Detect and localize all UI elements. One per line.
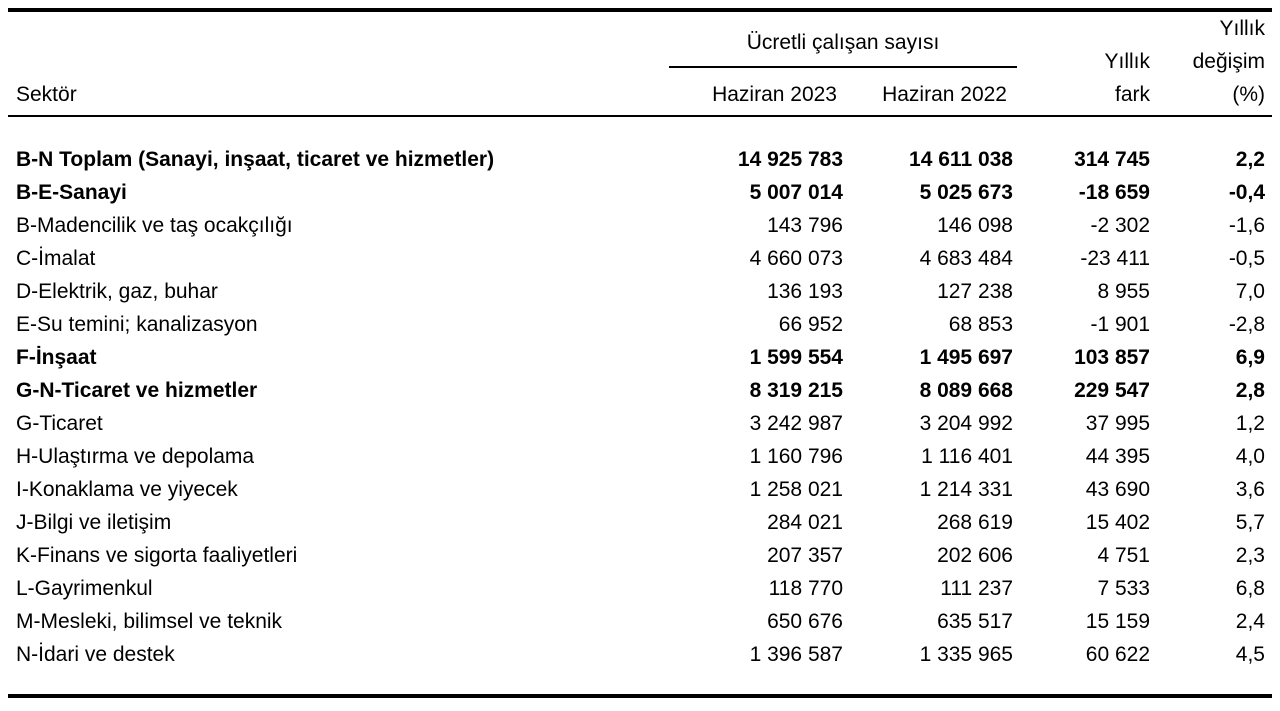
june-2022-value-cell: 3 204 992 (919, 412, 1013, 435)
table-header (8, 10, 1272, 116)
table-row (8, 572, 1272, 605)
june-2023-value-cell: 1 396 587 (749, 643, 843, 666)
annual-diff-value-cell: -2 302 (1090, 214, 1150, 237)
annual-change-header-line2: değişim (1192, 50, 1265, 73)
sector-cell: L-Gayrimenkul (16, 577, 153, 600)
sector-cell: K-Finans ve sigorta faaliyetleri (16, 544, 298, 567)
june-2022-value-cell: 111 237 (940, 577, 1013, 600)
table-row (8, 143, 1272, 176)
annual-change-value-cell: 7,0 (1235, 280, 1265, 303)
june-2023-value-cell: 5 007 014 (749, 181, 843, 204)
june-2022-value-cell: 5 025 673 (919, 181, 1013, 204)
june-2022-value-cell: 635 517 (937, 610, 1013, 633)
sector-cell: H-Ulaştırma ve depolama (16, 445, 255, 468)
table-row (8, 341, 1272, 374)
june-2022-value-cell: 68 853 (948, 313, 1013, 336)
annual-diff-value-cell: 15 159 (1085, 610, 1150, 633)
annual-change-value-cell: 4,5 (1235, 643, 1265, 666)
sector-cell: N-İdari ve destek (16, 643, 175, 666)
annual-change-value-cell: 4,0 (1235, 445, 1265, 468)
june-2022-value-cell: 14 611 038 (909, 148, 1013, 171)
june-2023-value-cell: 4 660 073 (749, 247, 843, 270)
header-body-gap (8, 116, 1272, 143)
sector-cell: B-E-Sanayi (16, 181, 127, 204)
table-row (8, 374, 1272, 407)
annual-diff-value-cell: 103 857 (1074, 346, 1150, 369)
june-2023-value-cell: 284 021 (767, 511, 843, 534)
annual-change-value-cell: 2,4 (1235, 610, 1265, 633)
june-2023-value-cell: 14 925 783 (737, 148, 843, 171)
june-2023-value-cell: 1 599 554 (749, 346, 843, 369)
june-2022-value-cell: 202 606 (937, 544, 1013, 567)
paid-employees-table (8, 8, 1272, 698)
table-row (8, 605, 1272, 638)
june-2023-value-cell: 143 796 (767, 214, 843, 237)
annual-diff-value-cell: 8 955 (1097, 280, 1150, 303)
sector-cell: J-Bilgi ve iletişim (16, 511, 172, 534)
june-2023-value-cell: 66 952 (778, 313, 843, 336)
sector-cell: B-Madencilik ve taş ocakçılığı (16, 214, 293, 237)
sector-cell: D-Elektrik, gaz, buhar (16, 280, 218, 303)
sector-cell: F-İnşaat (16, 346, 97, 369)
table-row (8, 506, 1272, 539)
sector-cell: G-N-Ticaret ve hizmetler (16, 379, 258, 402)
june-2022-value-cell: 8 089 668 (919, 379, 1013, 402)
annual-change-value-cell: 6,8 (1235, 577, 1265, 600)
annual-change-value-cell: -0,5 (1228, 247, 1265, 270)
table-row (8, 539, 1272, 572)
annual-diff-header-line1: Yıllık (1104, 50, 1150, 73)
annual-change-header-line3: (%) (1232, 83, 1265, 106)
annual-change-value-cell: 2,2 (1235, 148, 1265, 171)
period-headers (663, 78, 1023, 111)
sector-cell: I-Konaklama ve yiyecek (16, 478, 238, 501)
annual-change-value-cell: -0,4 (1228, 181, 1265, 204)
annual-change-value-cell: -2,8 (1228, 313, 1265, 336)
sector-column-header: Sektör (8, 10, 663, 116)
table-row (8, 638, 1272, 671)
sector-cell: B-N Toplam (Sanayi, inşaat, ticaret ve hizmetler) (16, 148, 495, 171)
table-row (8, 473, 1272, 506)
annual-diff-value-cell: 4 751 (1097, 544, 1150, 567)
annual-change-value-cell: -1,6 (1228, 214, 1265, 237)
annual-diff-value-cell: -23 411 (1080, 247, 1150, 270)
annual-diff-value-cell: -1 901 (1090, 313, 1150, 336)
annual-change-value-cell: 5,7 (1235, 511, 1265, 534)
june-2023-value-cell: 1 160 796 (749, 445, 843, 468)
annual-change-value-cell: 6,9 (1235, 346, 1265, 369)
sector-cell: C-İmalat (16, 247, 96, 270)
body-footer-gap (8, 671, 1272, 696)
june-2023-column-header: Haziran 2023 (712, 83, 837, 106)
june-2023-value-cell: 1 258 021 (749, 478, 843, 501)
annual-diff-value-cell: 15 402 (1085, 511, 1150, 534)
employee-count-group-header (663, 10, 1023, 116)
annual-diff-value-cell: 44 395 (1085, 445, 1150, 468)
june-2022-value-cell: 268 619 (937, 511, 1013, 534)
june-2022-value-cell: 1 495 697 (919, 346, 1013, 369)
annual-diff-column-header (1023, 10, 1160, 116)
annual-diff-header-line2: fark (1114, 83, 1150, 106)
table-row (8, 209, 1272, 242)
table-row (8, 407, 1272, 440)
june-2022-value-cell: 127 238 (937, 280, 1013, 303)
annual-diff-value-cell: -18 659 (1078, 181, 1150, 204)
june-2023-value-cell: 650 676 (767, 610, 843, 633)
sector-cell: G-Ticaret (16, 412, 103, 435)
june-2023-value-cell: 118 770 (768, 577, 843, 600)
june-2023-value-cell: 8 319 215 (749, 379, 843, 402)
june-2022-column-header: Haziran 2022 (882, 83, 1007, 106)
annual-diff-value-cell: 314 745 (1074, 148, 1150, 171)
june-2022-value-cell: 1 335 965 (919, 643, 1013, 666)
annual-diff-value-cell: 37 995 (1085, 412, 1150, 435)
annual-change-column-header (1160, 10, 1272, 116)
table-row (8, 440, 1272, 473)
annual-diff-value-cell: 229 547 (1074, 379, 1150, 402)
june-2022-value-cell: 146 098 (937, 214, 1013, 237)
annual-change-value-cell: 2,8 (1235, 379, 1265, 402)
annual-change-value-cell: 2,3 (1235, 544, 1265, 567)
june-2023-value-cell: 136 193 (767, 280, 843, 303)
annual-change-value-cell: 1,2 (1235, 412, 1265, 435)
june-2022-value-cell: 4 683 484 (919, 247, 1013, 270)
june-2022-value-cell: 1 116 401 (921, 445, 1013, 468)
header-row (8, 10, 1272, 116)
june-2023-value-cell: 207 357 (767, 544, 843, 567)
table-row (8, 275, 1272, 308)
table-row (8, 176, 1272, 209)
annual-diff-value-cell: 60 622 (1085, 643, 1150, 666)
sector-cell: M-Mesleki, bilimsel ve teknik (16, 610, 283, 633)
table-row (8, 242, 1272, 275)
sector-cell: E-Su temini; kanalizasyon (16, 313, 258, 336)
table-row (8, 308, 1272, 341)
table-body (8, 143, 1272, 671)
annual-diff-value-cell: 43 690 (1085, 478, 1150, 501)
june-2023-value-cell: 3 242 987 (749, 412, 843, 435)
annual-change-value-cell: 3,6 (1235, 478, 1265, 501)
annual-diff-value-cell: 7 533 (1097, 577, 1150, 600)
june-2022-value-cell: 1 214 331 (919, 478, 1013, 501)
group-header-title: Ücretli çalışan sayısı (669, 26, 1017, 68)
annual-change-header-line1: Yıllık (1219, 17, 1265, 40)
